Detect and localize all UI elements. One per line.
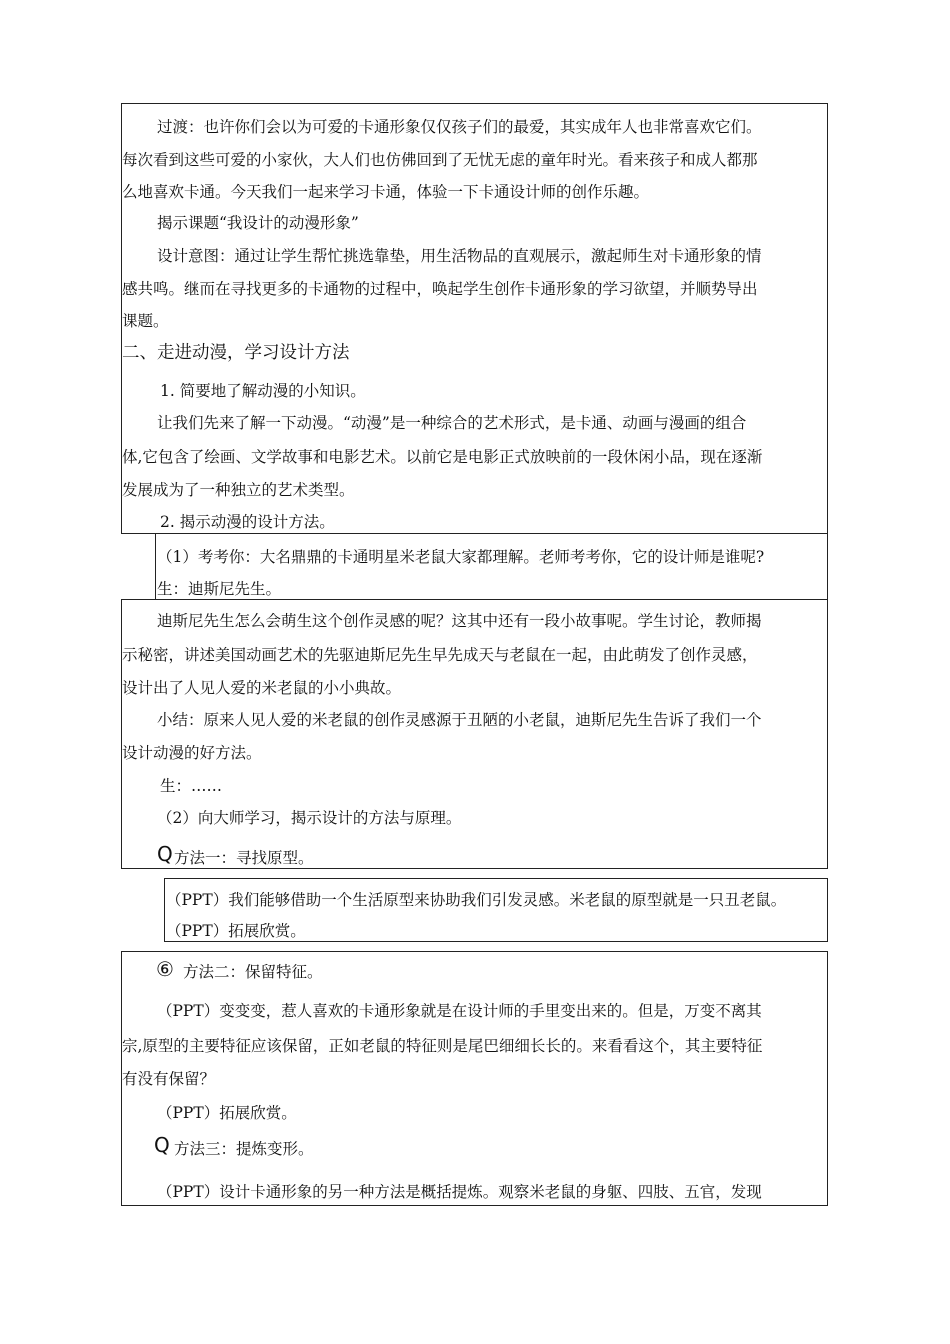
quiz-answer: 生：迪斯尼先生。 [157, 580, 282, 598]
design-intent-line-3: 课题。 [122, 312, 169, 330]
anime-line-1: 让我们先来了解一下动漫。“动漫”是一种综合的艺术形式，是卡通、动画与漫画的组合 [157, 414, 747, 432]
method-one: 方法一：寻找原型。 [174, 849, 314, 867]
design-intent-line-2: 感共鸣。继而在寻找更多的卡通物的过程中，唤起学生创作卡通形象的学习欲望，并顺势导出 [122, 280, 758, 298]
summary-line-2: 设计动漫的好方法。 [122, 744, 262, 762]
lesson-box-story [121, 599, 828, 869]
transition-line-2: 每次看到这些可爱的小家伙，大人们也仿佛回到了无忧无虑的童年时光。看来孩子和成人都那 [122, 151, 758, 169]
ppt-expand-2: （PPT）拓展欣赏。 [157, 1104, 297, 1122]
section-heading-2: 二、走进动漫，学习设计方法 [122, 343, 350, 363]
change-line-2: 宗,原型的主要特征应该保留，正如老鼠的特征则是尾巴细细长长的。来看看这个，其主要特征 [122, 1037, 763, 1055]
transition-line-3: 么地喜欢卡通。今天我们一起来学习卡通，体验一下卡通设计师的创作乐趣。 [122, 183, 650, 201]
item-2: 2. 揭示动漫的设计方法。 [160, 513, 335, 531]
ppt-prototype: （PPT）我们能够借助一个生活原型来协助我们引发灵感。米老鼠的原型就是一只丑老鼠。 [166, 891, 787, 909]
quiz-question: （1）考考你：大名鼎鼎的卡通明星米老鼠大家都理解。老师考考你，它的设计师是谁呢? [157, 548, 765, 566]
design-intent-line-1: 设计意图：通过让学生帮忙挑选靠垫，用生活物品的直观展示，激起师生对卡通形象的情 [157, 247, 762, 265]
item-1: 1. 简要地了解动漫的小知识。 [160, 382, 366, 400]
summary-last-line: （PPT）设计卡通形象的另一种方法是概括提炼。观察米老鼠的身躯、四肢、五官，发现 [157, 1183, 762, 1201]
story-line-3: 设计出了人见人爱的米老鼠的小小典故。 [122, 679, 402, 697]
student-reply: 生：…… [160, 777, 223, 795]
method-two-marker: ⑥ [156, 957, 174, 981]
change-line-3: 有没有保留？ [122, 1070, 216, 1088]
ppt-expand-1: （PPT）拓展欣赏。 [166, 922, 306, 940]
story-line-1: 迪斯尼先生怎么会萌生这个创作灵感的呢？这其中还有一段小故事呢。学生讨论，教师揭 [157, 612, 762, 630]
anime-line-2: 体,它包含了绘画、文学故事和电影艺术。以前它是电影正式放映前的一段休闲小品，现在逐渐 [122, 448, 763, 466]
method-one-marker: Q [157, 842, 173, 866]
method-three-marker: Q [154, 1133, 170, 1157]
change-line-1: （PPT）变变变，惹人喜欢的卡通形象就是在设计师的手里变出来的。但是，万变不离其 [157, 1002, 762, 1020]
summary-line-1: 小结：原来人见人爱的米老鼠的创作灵感源于丑陋的小老鼠，迪斯尼先生告诉了我们一个 [157, 711, 762, 729]
method-two: 方法二：保留特征。 [183, 963, 323, 981]
reveal-topic: 揭示课题“我设计的动漫形象” [157, 214, 359, 232]
anime-line-3: 发展成为了一种独立的艺术类型。 [122, 481, 355, 499]
story-line-2: 示秘密，讲述美国动画艺术的先驱迪斯尼先生早先成天与老鼠在一起，由此萌发了创作灵感， [122, 646, 758, 664]
method-three: 方法三：提炼变形。 [174, 1140, 314, 1158]
lesson-box-methods [121, 951, 828, 1206]
learn-from-master: （2）向大师学习，揭示设计的方法与原理。 [157, 809, 462, 827]
transition-line-1: 过渡：也许你们会以为可爱的卡通形象仅仅孩子们的最爱，其实成年人也非常喜欢它们。 [157, 118, 762, 136]
